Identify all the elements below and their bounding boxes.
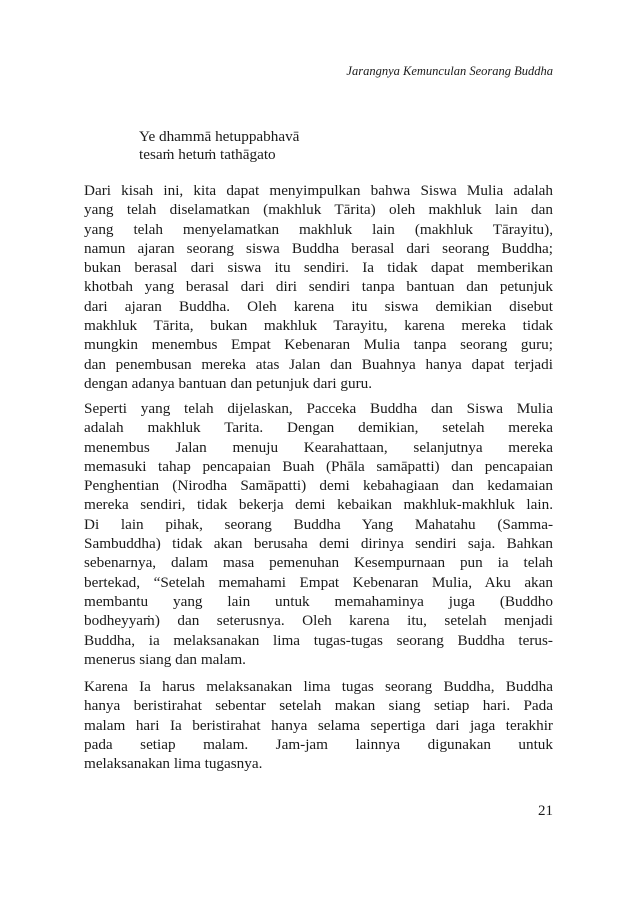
text-line: Dari kisah ini, kita dapat menyimpulkan bahwa Siswa Mulia adalah: [84, 182, 553, 199]
text-line: khotbah yang berasal dari diri sendiri tanpa bantuan dan petunjuk: [84, 278, 553, 296]
text-line: Sambuddha) tidak akan berusaha demi dirinya sendiri saja. Bahkan: [84, 535, 553, 553]
pali-verse: [139, 128, 299, 164]
text-line: menembus Jalan menuju Kearahattaan, selanjutnya mereka: [84, 438, 553, 456]
text-line: mereka sendiri, tidak bekerja demi kebaikan makhluk-makhluk lain.: [84, 496, 553, 514]
page-number: 21: [538, 803, 553, 819]
text-line: bertekad, “Setelah memahami Empat Kebenaran Mulia, Aku akan: [84, 573, 553, 591]
text-line: bukan berasal dari siswa itu sendiri. Ia tidak dapat memberikan: [84, 259, 553, 277]
verse-line: tesaṁ hetuṁ tathāgato: [139, 146, 276, 163]
text-line: Seperti yang telah dijelaskan, Pacceka Buddha dan Siswa Mulia: [84, 400, 553, 417]
paragraph-2: [84, 399, 553, 669]
text-line: hanya beristirahat sebentar setelah makan siang setiap hari. Pada: [84, 697, 553, 715]
text-line: pada setiap malam. Jam-jam lainnya digunakan untuk: [84, 735, 553, 753]
text-line: menerus siang dan malam.: [84, 650, 246, 668]
text-line: memasuki tahap pencapaian Buah (Phāla samāpatti) dan pencapaian: [84, 457, 553, 475]
text-line: Karena Ia harus melaksanakan lima tugas seorang Buddha, Buddha: [84, 678, 553, 695]
text-line: dan penembusan mereka atas Jalan dan Buahnya hanya dapat terjadi: [84, 355, 553, 373]
verse-line: Ye dhammā hetuppabhavā: [139, 128, 300, 145]
text-line: malam hari Ia beristirahat hanya selama sepertiga dari jaga terakhir: [84, 716, 553, 734]
text-line: yang telah diselamatkan (makhluk Tārita) oleh makhluk lain dan: [84, 201, 553, 219]
text-line: namun ajaran seorang siswa Buddha berasal dari seorang Buddha;: [84, 239, 553, 257]
paragraph-3: [84, 677, 553, 773]
text-line: sebenarnya, dalam masa pemenuhan Kesempurnaan pun ia telah: [84, 554, 553, 572]
text-line: dengan adanya bantuan dan petunjuk dari guru.: [84, 374, 373, 392]
text-line: Di lain pihak, seorang Buddha Yang Mahatahu (Samma-: [84, 515, 553, 533]
text-line: yang telah menyelamatkan makhluk lain (makhluk Tārayitu),: [84, 220, 553, 238]
text-line: membantu yang lain untuk memahaminya juga (Buddho: [84, 592, 553, 610]
text-line: makhluk Tārita, bukan makhluk Tarayitu, karena mereka tidak: [84, 317, 553, 335]
paragraph-1: [84, 181, 553, 393]
text-line: adalah makhluk Tarita. Dengan demikian, setelah mereka: [84, 419, 553, 437]
text-line: bodheyyaṁ) dan seterusnya. Oleh karena itu, setelah menjadi: [84, 612, 553, 630]
running-header-title: Jarangnya Kemunculan Seorang Buddha: [346, 64, 553, 78]
text-line: Buddha, ia melaksanakan lima tugas-tugas seorang Buddha terus-: [84, 631, 553, 649]
text-line: dari ajaran Buddha. Oleh karena itu siswa demikian disebut: [84, 297, 553, 315]
text-line: Penghentian (Nirodha Samāpatti) demi kebahagiaan dan kedamaian: [84, 477, 553, 495]
text-line: mungkin menembus Empat Kebenaran Mulia tanpa seorang guru;: [84, 336, 553, 354]
text-line: melaksanakan lima tugasnya.: [84, 755, 263, 773]
